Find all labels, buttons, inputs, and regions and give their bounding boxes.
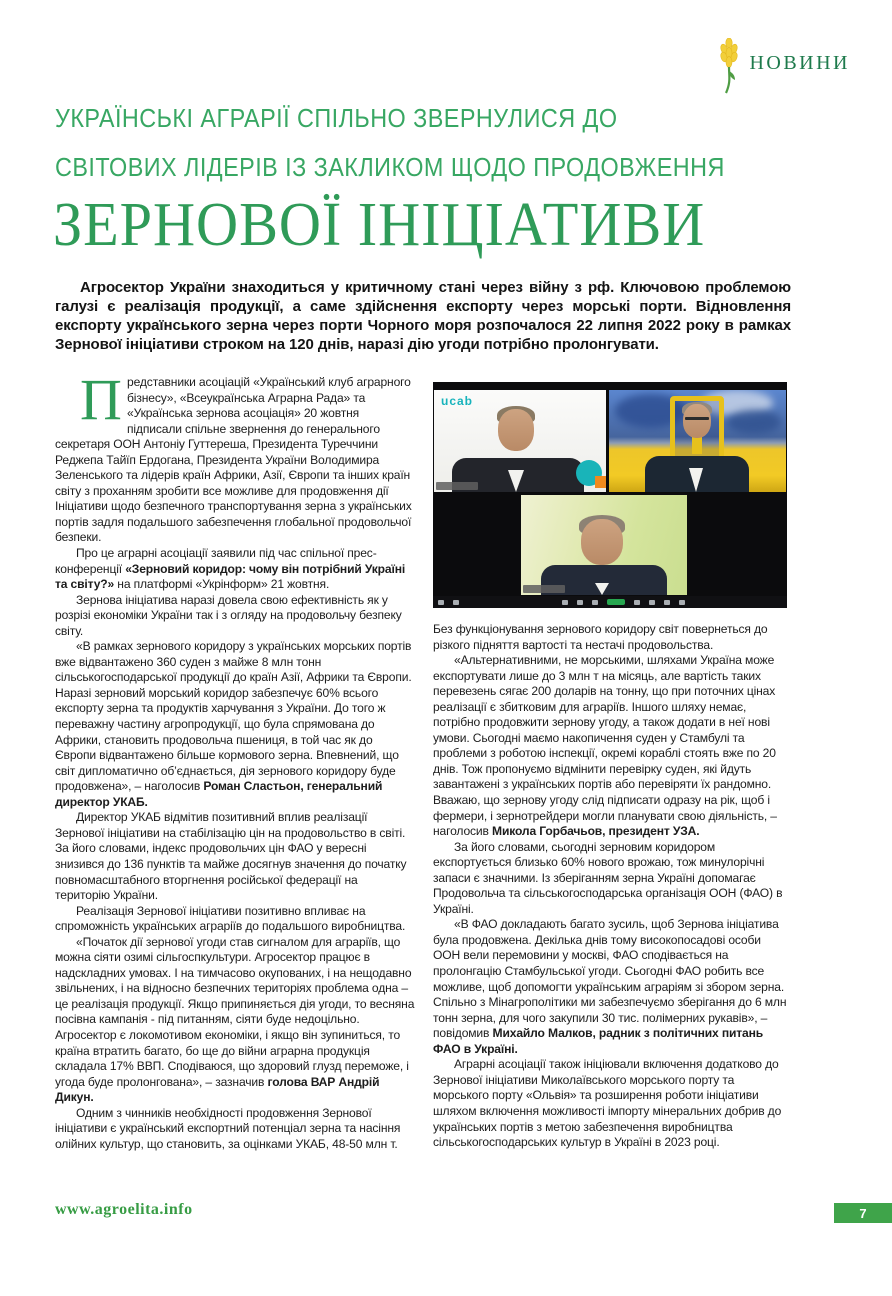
page-number-badge <box>834 1203 892 1223</box>
video-call-toolbar <box>433 596 787 608</box>
body-paragraph: Про це аграрні асоціації заявили під час спільної прес-конференції «Зерновий коридор: чому він потрібний Україні та світу?» на платформі «Укрінформ» 21 жовтня. <box>55 546 406 592</box>
body-paragraph: «В ФАО докладають багато зусиль, щоб Зернова ініціатива була продовжена. Декілька днів тому високопосадові особи ООН вели перемовини у москві, ФАО сподівається на пролонгацію Стамбульської угоди. Сьогодні ФАО робить все можливе, щоб допомогти українським аграріям зі збором зерна. Спільно з Мінагрополітики ми забезпечуємо зберігання до 6 млн тонн зерна, для чого закупили 30 тис. полімерних рукавів», – повідомив Михайло Малков, радник з політичних питань ФАО в Україні. <box>433 917 787 1056</box>
body-paragraph: «Початок дії зернової угоди став сигналом для аграріїв, що можна сіяти озимі сільгоспкультури. Агросектор працює в надскладних умовах. І на тимчасово окупованих, і на нещодавно звільнених, і на відносно безпечних територіях проблема одна – це реалізація продукції. Якщо припиняється дія угоди, то весняна посівна кампанія - під питанням, сіяти буде недоцільно. Агросектор є локомотивом економіки, і якщо він зупиниться, то країна втратить багато, бо ще до війни аграрна продукція складала 17% ВВП. Сподіваюся, що здоровий глузд переможе, і угода буде пролонгована», – зазначив голова ВАР Андрій Дикун. <box>55 934 415 1105</box>
press-conference-photo <box>433 382 787 608</box>
chat-icon <box>592 600 598 605</box>
participant-name-tag <box>436 482 478 490</box>
apps-icon <box>664 600 670 605</box>
ucab-brand-mark-icon <box>576 460 602 486</box>
video-tile-flag-speaker <box>609 390 786 492</box>
headline-line-3: ЗЕРНОВОЇ ІНІЦІАТИВИ <box>53 191 706 259</box>
audio-icon <box>562 600 568 605</box>
article-body <box>55 367 791 1152</box>
more-icon <box>679 600 685 605</box>
reactions-icon <box>649 600 655 605</box>
camera-icon <box>453 600 459 605</box>
wheat-icon <box>717 38 749 94</box>
body-paragraph: Без функціонування зернового коридору світ повернеться до різкого підняття вартості та нестачі продовольства. <box>433 622 768 652</box>
ucab-logo: ucab <box>441 394 474 408</box>
body-paragraph: За його словами, сьогодні зерновим коридором експортується близько 60% нового врожаю, тож минулорічні запаси є значними. Із зберіганням зерна Україні допомагає Продовольча та сільськогосподарська організація ООН (ФАО) в Україні. <box>433 839 783 916</box>
video-tile-bottom-speaker <box>521 495 687 595</box>
body-paragraph: «Альтернативними, не морськими, шляхами Україна може експортувати лише до 3 млн т на місяць, але вартість таких перевезень сягає 200 доларів на тонну, що при поточних цінах реалізації є збитковим для аграріїв. Іншого шляху немає, потрібно продовжити зернову угоду, а також додати в неї нові умови. Сьогодні маємо накопичення суден у Стамбулі та проблеми з роботою інспекції, окремі кораблі стоять вже по 20 днів. Тож пропонуємо відмінити перевірку суден, які йдуть завантажені з українських портів або перевіряти їх рандомно. Вважаю, що зернову угоду слід підписати одразу на рік, щоб і фермери, і зернотрейдери могли планувати свою діяльність, – наголосив Микола Горбачьов, президент УЗА. <box>433 653 777 839</box>
left-column <box>55 367 415 1152</box>
website-link[interactable]: www.agroelita.info <box>55 1201 193 1218</box>
mic-icon <box>438 600 444 605</box>
body-paragraph: Реалізація Зернової ініціативи позитивно впливає на спроможність українських аграріїв до подальшого виробництва. <box>55 903 406 934</box>
lede-paragraph: Агросектор України знаходиться у критичному стані через війну з рф. Ключовою проблемою галузі є реалізація продукції, а саме здійснення експорту через морські порти. Відновлення експорту українського зерна через порти Чорного моря розпочалося 22 липня 2022 року в рамках Зернової ініціативи строком на 120 днів, наразі дію угоди потрібно пролонгувати. <box>55 279 791 353</box>
body-paragraph: Аграрні асоціації також ініціювали включення додатково до Зернової ініціативи Миколаївського морського порту та морського порту «Ольвія» та розширення роботи ініціативи шляхом включення можливості імпорту мінеральних добрив до українських портів з метою забезпечення виробництва сільськогосподарських культур в Україні в 2023 році. <box>433 1057 782 1150</box>
body-paragraph: Директор УКАБ відмітив позитивний вплив реалізації Зернової ініціативи на стабілізацію цін на продовольство в світі. За його словами, індекс продовольчих цін ФАО у вересні знизився до 136 пунктів та майже досягнув значення до початку повномасштабного вторгнення російської федерації на територію України. <box>55 810 407 903</box>
right-column-text <box>433 622 791 1151</box>
right-column <box>433 375 791 1152</box>
headline-line-1: УКРАЇНСЬКІ АГРАРІЇ СПІЛЬНО ЗВЕРНУЛИСЯ ДО <box>55 103 618 133</box>
record-icon <box>634 600 640 605</box>
participants-icon <box>577 600 583 605</box>
drop-cap: П <box>80 367 122 432</box>
page-number: 7 <box>859 1205 867 1221</box>
body-paragraph: «В рамках зернового коридору з українських морських портів вже відвантажено 360 суден з майже 8 млн тонн сільськогосподарської продукції до країн Азії, Африки та Європи. Наразі зерновий морський коридор забезпечує 60% всього експорту зерна та продуктів харчування з України. До того ж переважну частину агропродукції, що була спрямована до Африки, становить продовольча пшениця, в той час як до Європи відвантажено більше кормового зерна. Впевнений, що світ дипломатично об’єднається, дія зернового коридору буде продовжена», – наголосив Роман Сластьон, генеральний директор УКАБ. <box>55 639 412 809</box>
body-paragraph: Зернова ініціатива наразі довела свою ефективність як у розрізі економіки України так і з огляду на продовольчу безпеку світу. <box>55 592 402 638</box>
section-header <box>717 38 850 94</box>
section-label: НОВИНИ <box>749 52 850 74</box>
share-screen-icon <box>607 599 625 605</box>
body-paragraph: Представники асоціацій «Український клуб аграрного бізнесу», «Всеукраїнська Аграрна Рада» та «Українська зернова асоціація» 20 жовтня підписали спільне звернення до генерального секретаря ООН Антоніу Гуттереша, Президента Туреччини Реджепа Тайїп Ердогана, Президента України Володимира Зеленського та лідерів країн Африки, Азії, Європи та інших країн світу з проханням зробити все можливе для продовження дії Ініціативи щодо безпечного транспортування зерна з українських портів задля подальшого забезпечення глобальної продовольчої безпеки. <box>55 367 412 545</box>
headline-line-2: СВІТОВИХ ЛІДЕРІВ ІЗ ЗАКЛИКОМ ЩОДО ПРОДОВЖЕННЯ <box>55 152 725 182</box>
video-tile-ucab-speaker <box>434 390 606 492</box>
body-paragraph: Одним з чинників необхідності продовження Зернової ініціативи є український експортний потенціал зерна та насіння олійних культур, що становить, за оцінками УКАБ, 48-50 млн т. <box>55 1105 401 1151</box>
participant-name-tag <box>523 585 565 593</box>
